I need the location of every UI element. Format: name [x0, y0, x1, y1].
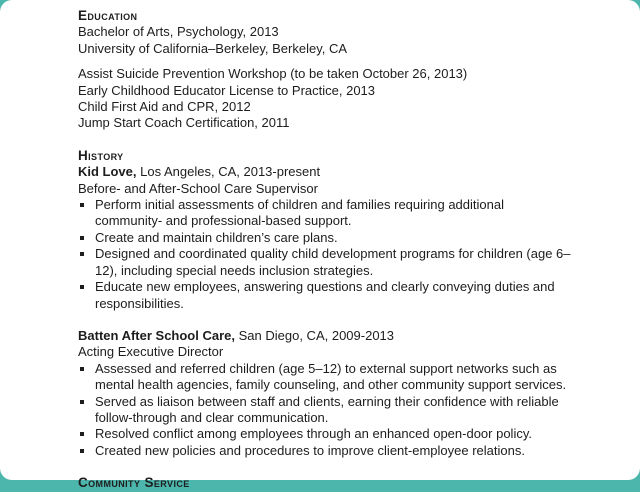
spacer	[78, 57, 574, 66]
section-community-service	[78, 475, 574, 491]
list-item	[78, 279, 574, 312]
certification-line: Child First Aid and CPR, 2012	[78, 99, 574, 115]
bullet-text: Create and maintain children’s care plans.	[95, 230, 338, 245]
bullet-icon	[80, 236, 84, 240]
bullet-text: Resolved conflict among employees through an enhanced open-door policy.	[95, 426, 532, 441]
bullet-icon	[80, 285, 84, 289]
certification-line: Jump Start Coach Certification, 2011	[78, 115, 574, 131]
bullet-icon	[80, 367, 84, 371]
job-entry	[78, 164, 574, 312]
section-history	[78, 148, 574, 459]
job-header	[78, 164, 574, 180]
education-degree: Bachelor of Arts, Psychology, 2013	[78, 24, 574, 40]
certification-line: Assist Suicide Prevention Workshop (to be taken October 26, 2013)	[78, 66, 574, 82]
job-entry	[78, 328, 574, 459]
list-item	[78, 230, 574, 246]
job-location-dates: San Diego, CA, 2009-2013	[239, 328, 394, 343]
list-item	[78, 246, 574, 279]
job-location-dates: Los Angeles, CA, 2013-present	[140, 164, 320, 179]
list-item	[78, 197, 574, 230]
job-title: Before- and After-School Care Supervisor	[78, 181, 574, 197]
certification-line: Early Childhood Educator License to Practice, 2013	[78, 83, 574, 99]
list-item	[78, 443, 574, 459]
bullet-icon	[80, 203, 84, 207]
list-item	[78, 426, 574, 442]
bullet-text: Served as liaison between staff and clients, earning their confidence with reliable follow-through and clear communication.	[95, 394, 559, 425]
bullet-icon	[80, 449, 84, 453]
job-header	[78, 328, 574, 344]
bullet-icon	[80, 432, 84, 436]
history-heading: History	[78, 148, 574, 164]
bullet-text: Educate new employees, answering questions and clearly conveying duties and responsibilities.	[95, 279, 555, 310]
education-school: University of California–Berkeley, Berkeley, CA	[78, 41, 574, 57]
job-title: Acting Executive Director	[78, 344, 574, 360]
employer-name: Kid Love,	[78, 164, 137, 179]
employer-name: Batten After School Care,	[78, 328, 235, 343]
list-item	[78, 361, 574, 394]
bullet-text: Created new policies and procedures to improve client-employee relations.	[95, 443, 525, 458]
bullet-icon	[80, 400, 84, 404]
section-education	[78, 8, 574, 132]
bullet-text: Assessed and referred children (age 5–12) to external support networks such as mental health agencies, family counseling, and other community support services.	[95, 361, 566, 392]
job-bullet-list	[78, 197, 574, 312]
bullet-text: Designed and coordinated quality child development programs for children (age 6–12), including special needs inclusion strategies.	[95, 246, 571, 277]
job-bullet-list	[78, 361, 574, 459]
bullet-icon	[80, 252, 84, 256]
list-item	[78, 394, 574, 427]
education-heading: Education	[78, 8, 574, 24]
bullet-text: Perform initial assessments of children and families requiring additional community- and professional-based support.	[95, 197, 504, 228]
community-service-heading: Community Service	[78, 475, 574, 491]
